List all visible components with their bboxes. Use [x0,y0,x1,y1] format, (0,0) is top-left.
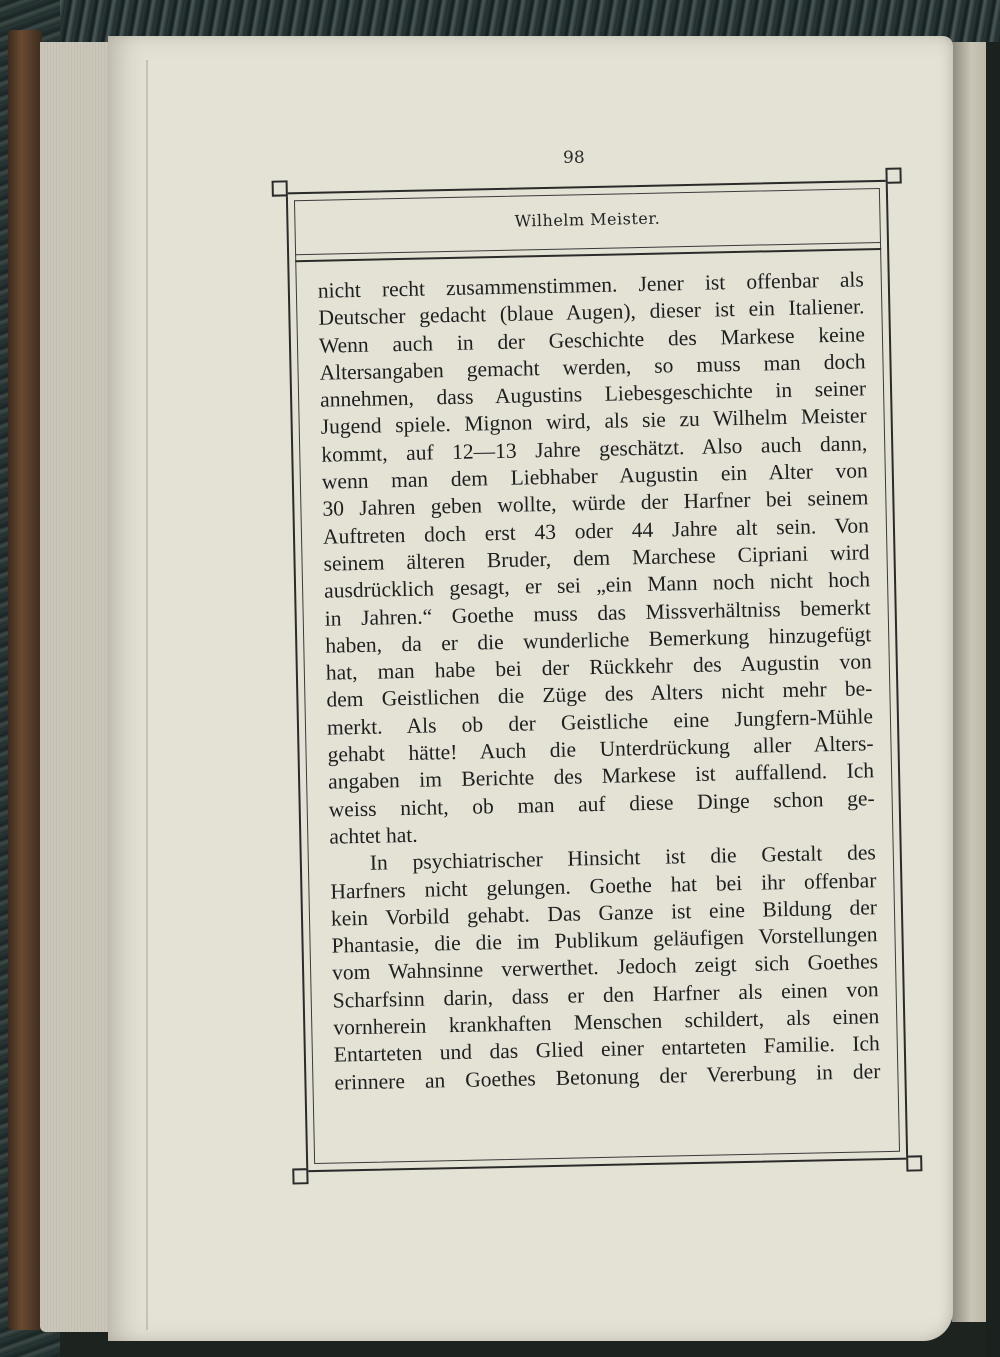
book-page [108,36,953,1341]
text-line: Phantasie, die die im Publikum geläufigen Vorstellungen [331,922,878,958]
text-line: erinnere an Goethes Betonung der Vererbung in der [334,1058,881,1095]
body-text [318,266,881,1096]
text-line: haben, da er die wunderliche Bemerkung hinzugefügt [325,622,872,658]
text-line: achtet hat. [329,822,418,849]
frame-corner-ornament [906,1155,922,1171]
text-line: vom Wahnsinne verwerthet. Jedoch zeigt sich Goethes [331,949,879,986]
frame-corner-ornament [272,180,288,196]
gutter-shadow [146,60,148,1330]
text-line: ausdrücklich gesagt, er sei „ein Mann noch nicht hoch [323,567,871,603]
frame-corner-ornament [885,168,901,184]
running-head: Wilhelm Meister. [514,208,661,231]
text-line: Entarteten und das Glied einer entarteten Familie. Ich [333,1031,881,1067]
decorative-frame [286,180,908,1172]
text-line: vornherein krankhaften Menschen schildert, als einen [333,1004,880,1040]
text-line: wenn man dem Liebhaber Augustin ein Alter von [321,458,869,494]
text-line: weiss nicht, ob man auf diese Dinge schon ge- [328,785,875,822]
text-line: gehabt hätte! Auch die Unterdrückung aller Alters- [327,731,874,767]
text-line: kommt, auf 12—13 Jahre geschätzt. Also auch dann, [321,431,868,467]
text-line: 30 Jahren geben wollte, würde der Harfner bei seinem [322,485,869,522]
spine-edge [8,30,42,1330]
text-line: nicht recht zusammenstimmen. Jener ist offenbar als [317,267,865,303]
text-line: Auftreten doch erst 43 oder 44 Jahre alt sein. Von [322,512,870,549]
text-line: Wenn auch in der Geschichte des Markese keine [318,321,866,358]
text-line: annehmen, dass Augustins Liebesgeschichte in seiner [319,376,867,412]
text-line: Altersangaben gemacht werden, so muss man doch [319,349,866,385]
text-line: In psychiatrischer Hinsicht ist die Gestalt des [369,840,877,876]
text-line: merkt. Als ob der Geistliche eine Jungfern-Mühle [326,703,874,740]
text-line: Harfners nicht gelungen. Goethe hat bei ihr offenbar [330,867,877,904]
text-line: in Jahren.“ Goethe muss das Missverhältniss bemerkt [324,594,871,631]
text-line: dem Geistlichen die Züge des Alters nicht mehr be- [326,676,873,713]
text-line: Deutscher gedacht (blaue Augen), dieser ist ein Italiener. [318,294,865,331]
page-number: 98 [563,148,585,168]
right-background [986,42,1000,1357]
text-line: kein Vorbild gehabt. Das Ganze ist eine Bildung der [330,895,878,931]
text-line: Scharfsinn darin, dass er den Harfner als einen von [332,976,879,1013]
text-line: hat, man habe bei der Rückkehr des Augustin von [325,649,873,685]
frame-corner-ornament [292,1168,308,1184]
text-line: angaben im Berichte des Markese ist auffallend. Ich [327,758,875,794]
text-line: Jugend spiele. Mignon wird, als sie zu Wilhelm Meister [320,403,867,440]
text-line: seinem älteren Bruder, dem Marchese Cipriani wird [323,540,870,576]
